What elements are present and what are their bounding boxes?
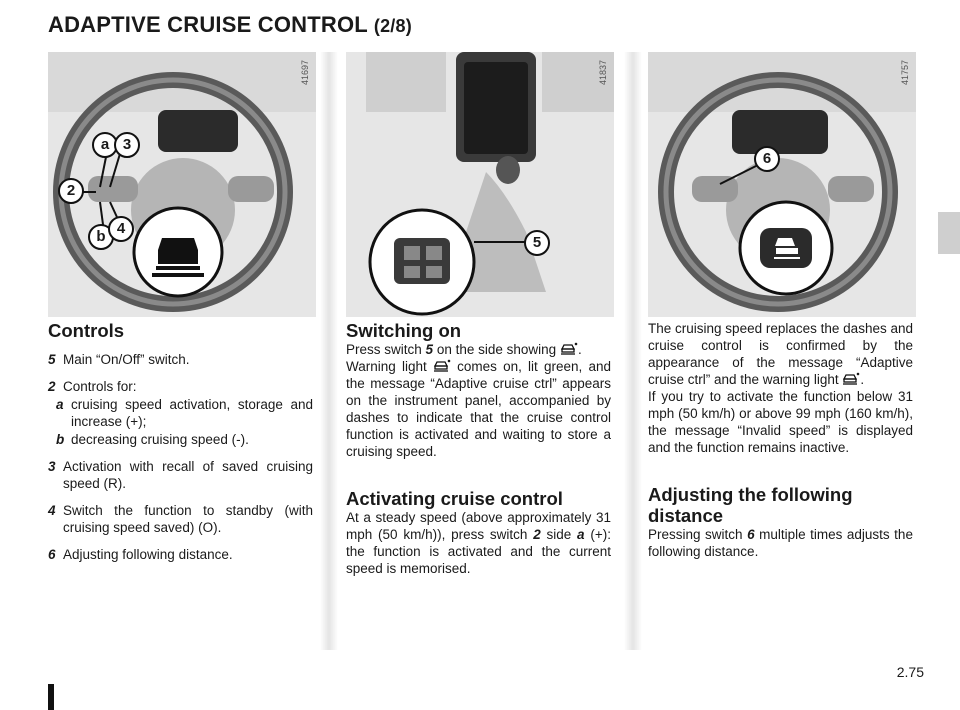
adjusting-heading: Adjusting the following distance (648, 484, 853, 526)
page-title (48, 12, 412, 38)
figure-center-console (346, 52, 614, 317)
callout-2: 2 (58, 178, 84, 204)
column-divider-left (320, 52, 338, 650)
cruise-warning-light-icon (842, 372, 860, 386)
section-tab (938, 212, 960, 254)
adjusting-text: Pressing switch 6 multiple times adjusts the following distance. (648, 527, 913, 559)
list-item: 2 Controls for: (48, 379, 137, 394)
figure-steering-controls (48, 52, 316, 317)
activating-text: At a steady speed (above approximately 31 mph (50 km/h)), press switch 2 side a (+): the function is activated and the current speed is memorised. (346, 510, 611, 576)
title-part: (2/8) (373, 16, 412, 36)
switching-on-heading: Switching on (346, 320, 462, 341)
page-number: 2.75 (896, 664, 924, 680)
callout-a: a (92, 132, 118, 158)
console-illustration (346, 52, 614, 317)
column-divider-right (624, 52, 642, 650)
callout-4: 4 (108, 216, 134, 242)
sub-list-item: b decreasing cruising speed (-). (56, 432, 249, 447)
controls-column (48, 320, 313, 563)
figure-code: 41697 (300, 60, 310, 86)
list-item: 5 Main “On/Off” switch. (48, 352, 190, 367)
adjusting-column (648, 320, 913, 560)
steering-wheel-illustration (48, 52, 316, 317)
callout-5: 5 (524, 230, 550, 256)
list-item: 6 Adjusting following distance. (48, 547, 233, 562)
list-item: 4 Switch the function to standby (with cruising speed saved) (O). (48, 503, 313, 535)
page-corner-mark (48, 684, 54, 710)
cruise-warning-light-icon (433, 359, 451, 373)
title-main: ADAPTIVE CRUISE CONTROL (48, 12, 368, 37)
steering-wheel-distance-illustration (648, 52, 916, 317)
list-item: 3 Activation with recall of saved cruising speed (R). (48, 459, 313, 491)
figure-code: 41837 (598, 60, 608, 86)
callout-b: b (88, 224, 114, 250)
switching-on-text: Press switch 5 on the side showing . Warning light comes on, lit green, and the message “Adaptive cruise ctrl” appears on the instrument panel, accompanied by dashes to indicate that the cruise control function is activated and waiting to store a cruising speed. (346, 342, 611, 459)
switching-column (346, 320, 611, 577)
figure-distance-switch (648, 52, 916, 317)
cruising-speed-text: The cruising speed replaces the dashes and cruise control is confirmed by the appearance of the message “Adaptive cruise ctrl” and the warning light . If you try to activate the function below 31 mph (50 km/h) or above 99 mph (160 km/h), the message “Invalid speed” is displayed and the function remains inactive. (648, 321, 913, 455)
controls-heading: Controls (48, 320, 125, 341)
callout-3: 3 (114, 132, 140, 158)
activating-heading: Activating cruise control (346, 488, 563, 509)
cruise-distance-icon (560, 342, 578, 356)
callout-6: 6 (754, 146, 780, 172)
figure-code: 41757 (900, 60, 910, 86)
sub-list-item: a cruising speed activation, storage and increase (+); (56, 397, 313, 429)
